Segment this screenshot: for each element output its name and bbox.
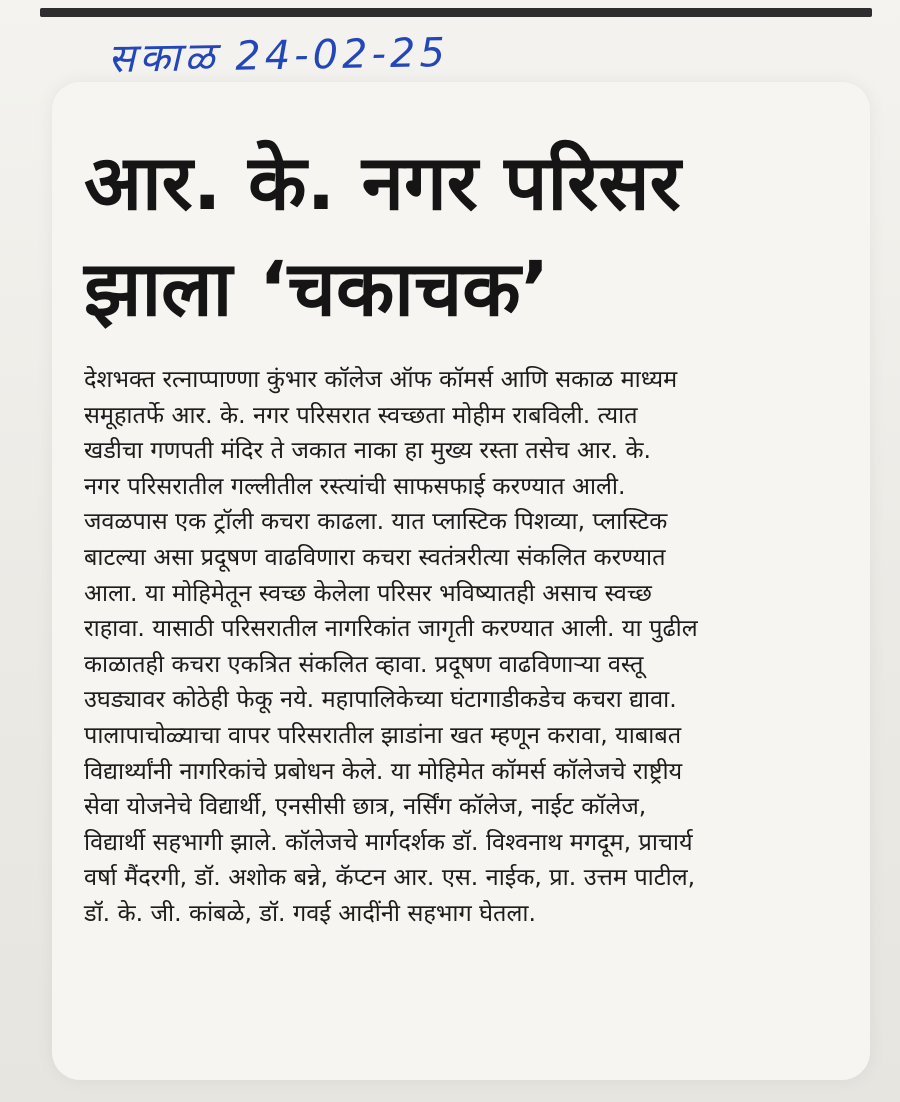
article-body [84, 362, 844, 932]
body-line: जवळपास एक ट्रॉली कचरा काढला. यात प्लास्टिक पिशव्या, प्लास्टिक [84, 507, 668, 536]
body-line: सेवा योजनेचे विद्यार्थी, एनसीसी छात्र, नर्सिंग कॉलेज, नाईट कॉलेज, [84, 792, 647, 821]
headline-line: आर. के. नगर परिसर [84, 138, 681, 227]
body-line: नगर परिसरातील गल्लीतील रस्त्यांची साफसफाई करण्यात आली. [84, 471, 626, 500]
article-headline [84, 130, 844, 342]
body-line: उघड्यावर कोठेही फेकू नये. महापालिकेच्या घंटागाडीकडेच कचरा द्यावा. [84, 685, 677, 714]
body-line: आला. या मोहिमेतून स्वच्छ केलेला परिसर भविष्यातही असाच स्वच्छ [84, 578, 652, 607]
body-line: देशभक्त रत्नाप्पाण्णा कुंभार कॉलेज ऑफ कॉमर्स आणि सकाळ माध्यम [84, 365, 678, 393]
body-line: काळातही कचरा एकत्रित संकलित व्हावा. प्रदूषण वाढविणाऱ्या वस्तू [84, 649, 644, 678]
handwritten-source-date: सकाळ 24-02-25 [107, 30, 450, 82]
body-line: राहावा. यासाठी परिसरातील नागरिकांत जागृती करण्यात आली. या पुढील [84, 614, 698, 643]
body-line: विद्यार्थी सहभागी झाले. कॉलेजचे मार्गदर्शक डॉ. विश्वनाथ मगदूम, प्राचार्य [84, 827, 693, 856]
body-line: खडीचा गणपती मंदिर ते जकात नाका हा मुख्य रस्ता तसेच आर. के. [84, 436, 652, 465]
body-line: पालापाचोळ्याचा वापर परिसरातील झाडांना खत म्हणून करावा, याबाबत [84, 720, 682, 749]
body-line: बाटल्या असा प्रदूषण वाढविणारा कचरा स्वतंत्ररीत्या संकलित करण्यात [84, 542, 666, 571]
body-line: विद्यार्थ्यांनी नागरिकांचे प्रबोधन केले. या मोहिमेत कॉमर्स कॉलेजचे राष्ट्रीय [84, 756, 683, 785]
body-line: डॉ. के. जी. कांबळे, डॉ. गवई आदींनी सहभाग घेतला. [84, 898, 536, 927]
body-line: वर्षा मैंदरगी, डॉ. अशोक बन्ने, कॅप्टन आर. एस. नाईक, प्रा. उत्तम पाटील, [84, 863, 696, 892]
top-border-rule [40, 8, 872, 17]
body-line: समूहातर्फे आर. के. नगर परिसरात स्वच्छता मोहीम राबविली. त्यात [84, 400, 638, 429]
headline-line: झाला ‘चकाचक’ [84, 244, 550, 333]
